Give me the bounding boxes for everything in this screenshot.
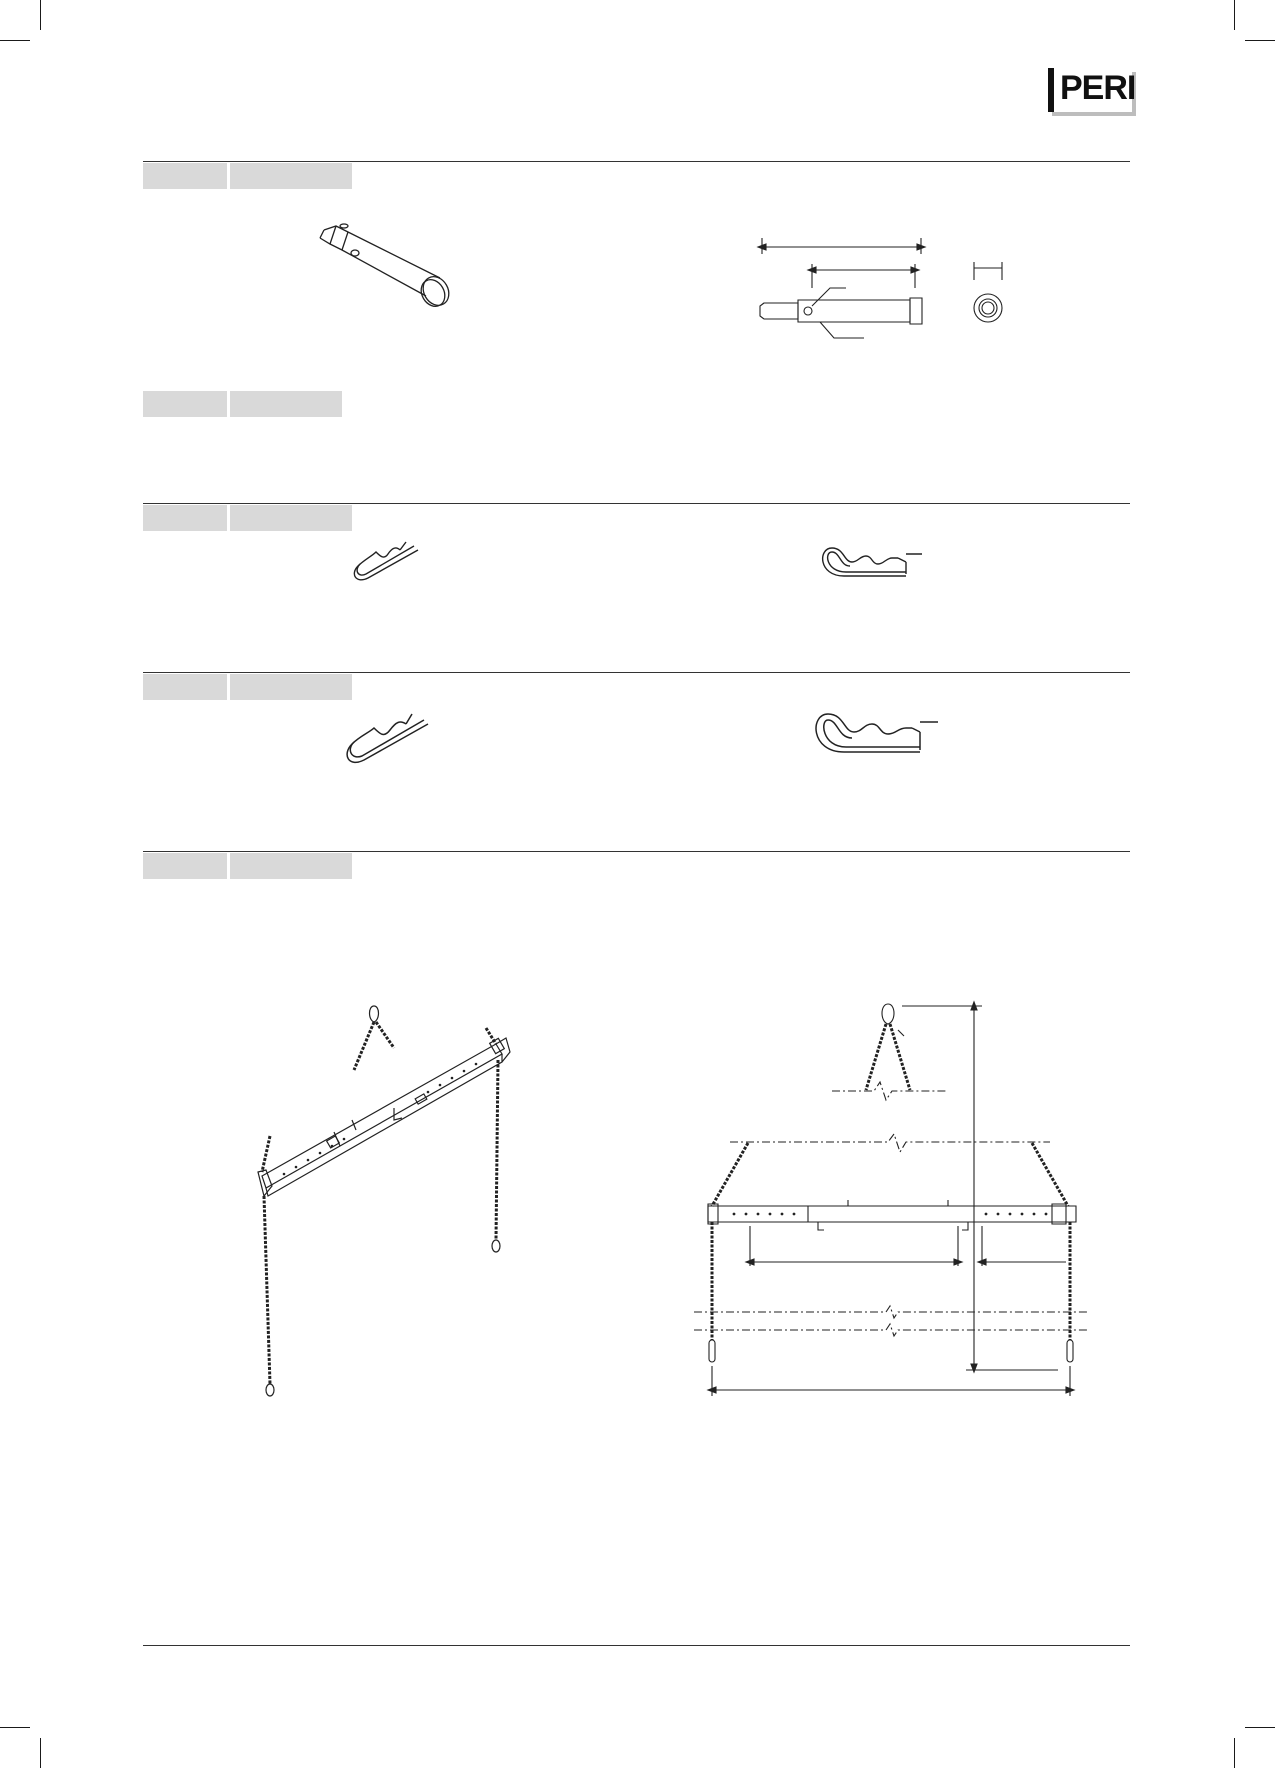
section-tab-label <box>230 163 352 189</box>
cotter-pin-iso-icon <box>348 538 420 588</box>
crop-mark <box>0 1727 30 1728</box>
section-divider <box>143 851 1130 852</box>
crop-mark <box>1245 40 1275 41</box>
section-tab-number <box>143 853 227 879</box>
section-tab-number <box>143 391 227 417</box>
crop-mark <box>1245 1727 1275 1728</box>
bolt-iso-icon <box>318 222 450 312</box>
footer-divider <box>143 1645 1130 1646</box>
crop-mark <box>40 1738 41 1768</box>
section-divider <box>143 672 1130 673</box>
section-tab-label <box>230 853 352 879</box>
section-tab-label <box>230 391 342 417</box>
crop-mark <box>1234 1738 1235 1768</box>
cotter-pin-iso-icon <box>340 710 430 770</box>
section-tab-label <box>230 505 352 531</box>
crop-mark <box>0 40 30 41</box>
bolt-end-view-icon <box>970 262 1010 326</box>
cotter-pin-side-icon <box>814 544 926 580</box>
lifting-beam-iso-drawing <box>244 1000 518 1400</box>
section-tab-number <box>143 163 227 189</box>
crop-mark <box>40 0 41 30</box>
bolt-dimension-drawing <box>758 238 926 342</box>
section-divider <box>143 161 1130 162</box>
logo-text: PERI <box>1060 69 1136 107</box>
section-divider <box>143 503 1130 504</box>
section-tab-number <box>143 505 227 531</box>
cotter-pin-side-icon <box>808 710 942 756</box>
section-tab-label <box>230 674 352 700</box>
lifting-beam-front-drawing <box>690 1000 1096 1410</box>
section-tab-number <box>143 674 227 700</box>
crop-mark <box>1234 0 1235 30</box>
